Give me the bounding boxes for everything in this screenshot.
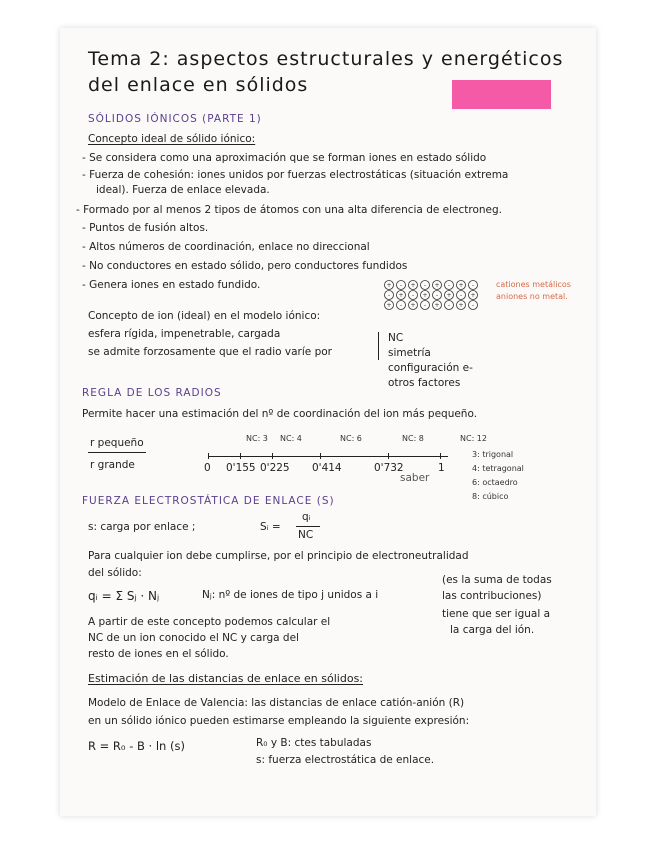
bullet-2-cont: ideal). Fuerza de enlace elevada. bbox=[96, 184, 270, 196]
ion-model-line-3: se admite forzosamente que el radio varíe por bbox=[88, 346, 332, 358]
page-title-line1: Tema 2: aspectos estructurales y energéticos bbox=[88, 48, 564, 70]
axis-tick bbox=[440, 453, 441, 459]
notebook-page bbox=[60, 28, 596, 816]
bullet-7: - Genera iones en estado fundido. bbox=[82, 279, 261, 291]
s-formula-lhs: Sᵢ = bbox=[260, 521, 281, 533]
svg-text:-: - bbox=[411, 292, 415, 299]
axis-tick bbox=[320, 453, 321, 459]
axis-value-0: 0 bbox=[204, 462, 211, 474]
svg-text:-: - bbox=[399, 282, 403, 289]
lattice-label-cations: cationes metálicos bbox=[496, 280, 571, 289]
factor-nc: NC bbox=[388, 332, 404, 344]
svg-text:-: - bbox=[471, 302, 475, 309]
factor-symmetry: simetría bbox=[388, 347, 431, 359]
svg-text:-: - bbox=[423, 302, 427, 309]
svg-text:+: + bbox=[386, 302, 392, 309]
ionic-lattice-drawing bbox=[382, 280, 492, 310]
svg-text:-: - bbox=[399, 302, 403, 309]
sum-note-3: tiene que ser igual a bbox=[442, 608, 551, 620]
svg-text:+: + bbox=[446, 292, 452, 299]
nj-definition: Nⱼ: nº de iones de tipo j unidos a i bbox=[202, 589, 379, 601]
factors-bracket bbox=[378, 332, 379, 360]
valencia-line-1: Modelo de Enlace de Valencia: las distancias de enlace catión-anión (R) bbox=[88, 697, 465, 709]
section-heading-regla-radios: REGLA DE LOS RADIOS bbox=[82, 387, 222, 399]
electroneutrality-line-2: del sólido: bbox=[88, 567, 142, 579]
axis-value-0414: 0'414 bbox=[312, 462, 342, 474]
lattice-label-anions: aniones no metal. bbox=[496, 292, 568, 301]
svg-text:-: - bbox=[387, 292, 391, 299]
bullet-2: - Fuerza de cohesión: iones unidos por fuerzas electrostáticas (situación extrema bbox=[82, 169, 509, 181]
s-formula-bar bbox=[296, 526, 320, 527]
svg-text:-: - bbox=[447, 302, 451, 309]
section-heading-fuerza: FUERZA ELECTROSTÁTICA DE ENLACE (S) bbox=[82, 495, 335, 507]
geometry-trigonal: 3: trigonal bbox=[472, 450, 514, 459]
bullet-5: - Altos números de coordinación, enlace no direccional bbox=[82, 241, 370, 253]
axis-tick bbox=[388, 453, 389, 459]
calc-line-2: NC de un ion conocido el NC y carga del bbox=[88, 632, 299, 644]
factor-config: configuración e- bbox=[388, 362, 473, 374]
nc-label-12: NC: 12 bbox=[460, 434, 487, 443]
radius-ratio-axis bbox=[208, 456, 448, 457]
axis-value-0732: 0'732 bbox=[374, 462, 404, 474]
svg-text:+: + bbox=[422, 292, 428, 299]
axis-tick bbox=[240, 453, 241, 459]
concept-heading: Concepto ideal de sólido iónico: bbox=[88, 133, 256, 145]
calc-line-3: resto de iones en el sólido. bbox=[88, 648, 229, 660]
regla-intro: Permite hacer una estimación del nº de coordinación del ion más pequeño. bbox=[82, 408, 478, 420]
axis-tick bbox=[272, 453, 273, 459]
ratio-fraction-bar bbox=[88, 452, 146, 453]
geometry-tetragonal: 4: tetragonal bbox=[472, 464, 524, 473]
sum-note-1: (es la suma de todas bbox=[442, 574, 552, 586]
axis-tick bbox=[208, 453, 209, 459]
ratio-numerator: r pequeño bbox=[90, 437, 144, 449]
ion-model-line-1: Concepto de ion (ideal) en el modelo iónico: bbox=[88, 310, 321, 322]
svg-text:-: - bbox=[459, 292, 463, 299]
svg-text:+: + bbox=[434, 302, 440, 309]
svg-text:+: + bbox=[386, 282, 392, 289]
nc-label-8: NC: 8 bbox=[402, 434, 424, 443]
sum-note-4: la carga del ión. bbox=[450, 624, 535, 636]
geometry-cubic: 8: cúbico bbox=[472, 492, 509, 501]
axis-value-0155: 0'155 bbox=[226, 462, 256, 474]
calc-line-1: A partir de este concepto podemos calcular el bbox=[88, 616, 331, 628]
svg-text:-: - bbox=[447, 282, 451, 289]
s-formula-numerator: qᵢ bbox=[302, 511, 311, 523]
s-formula-denominator: NC bbox=[298, 529, 314, 541]
svg-text:+: + bbox=[434, 282, 440, 289]
section-heading-solidos-ionicos: SÓLIDOS IÓNICOS (PARTE 1) bbox=[88, 113, 262, 125]
bullet-3: - Formado por al menos 2 tipos de átomos con una alta diferencia de electroneg. bbox=[76, 204, 503, 216]
svg-text:-: - bbox=[471, 282, 475, 289]
nc-label-3: NC: 3 bbox=[246, 434, 268, 443]
axis-value-0225: 0'225 bbox=[260, 462, 290, 474]
svg-text:+: + bbox=[410, 302, 416, 309]
formula-legend-r0b: R₀ y B: ctes tabuladas bbox=[256, 737, 372, 749]
nc-label-4: NC: 4 bbox=[280, 434, 302, 443]
svg-text:+: + bbox=[458, 302, 464, 309]
factor-others: otros factores bbox=[388, 377, 461, 389]
saber-note: saber bbox=[400, 472, 430, 484]
bullet-4: - Puntos de fusión altos. bbox=[82, 222, 209, 234]
bullet-6: - No conductores en estado sólido, pero conductores fundidos bbox=[82, 260, 408, 272]
valencia-line-2: en un sólido iónico pueden estimarse empleando la siguiente expresión: bbox=[88, 715, 470, 727]
sum-formula: qᵢ = Σ Sⱼ · Nⱼ bbox=[88, 589, 160, 603]
formula-legend-s: s: fuerza electrostática de enlace. bbox=[256, 754, 435, 766]
section-heading-distancias: Estimación de las distancias de enlace en sólidos: bbox=[88, 672, 363, 685]
bullet-1: - Se considera como una aproximación que se forman iones en estado sólido bbox=[82, 152, 487, 164]
ratio-denominator: r grande bbox=[90, 459, 135, 471]
sum-note-2: las contribuciones) bbox=[442, 590, 542, 602]
highlight-sticker bbox=[452, 80, 551, 109]
s-definition: s: carga por enlace ; bbox=[88, 521, 196, 533]
svg-text:-: - bbox=[435, 292, 439, 299]
page-title-line2: del enlace en sólidos bbox=[88, 74, 309, 96]
electroneutrality-line-1: Para cualquier ion debe cumplirse, por el principio de electroneutralidad bbox=[88, 550, 469, 562]
ion-model-line-2: esfera rígida, impenetrable, cargada bbox=[88, 328, 281, 340]
nc-label-6: NC: 6 bbox=[340, 434, 362, 443]
svg-text:+: + bbox=[458, 282, 464, 289]
svg-text:+: + bbox=[410, 282, 416, 289]
svg-text:+: + bbox=[470, 292, 476, 299]
svg-text:+: + bbox=[398, 292, 404, 299]
bond-distance-formula: R = R₀ - B · ln (s) bbox=[88, 739, 185, 753]
geometry-octahedron: 6: octaedro bbox=[472, 478, 518, 487]
axis-value-1: 1 bbox=[438, 462, 445, 474]
svg-text:-: - bbox=[423, 282, 427, 289]
